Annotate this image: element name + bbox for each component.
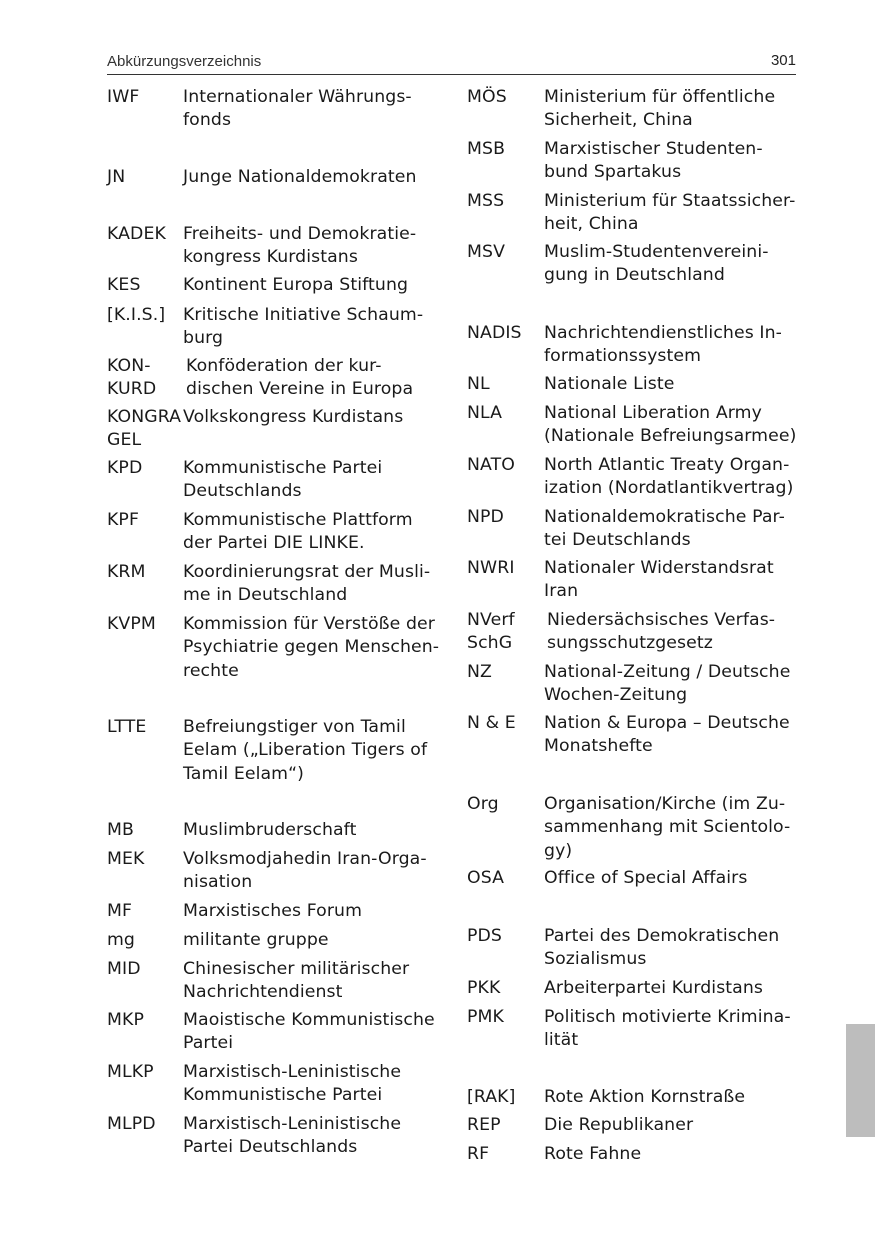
abbreviation-definition-line: Niedersächsisches Verfas- <box>547 610 776 630</box>
abbreviation-definition-line: gy) <box>544 840 573 861</box>
abbreviation-term-line: mg <box>107 930 136 950</box>
abbreviation-definition <box>544 1086 745 1109</box>
abbreviation-definition <box>544 867 747 890</box>
abbreviation-definition <box>183 86 412 133</box>
abbreviation-definition <box>183 561 430 608</box>
abbreviation-definition-line: Kommunistische Partei <box>183 458 383 478</box>
abbreviation-definition-line: Kommunistische Plattform <box>183 510 413 530</box>
abbreviation-term-line: MSS <box>467 191 505 211</box>
abbreviation-term-line: OSA <box>467 868 505 888</box>
abbreviation-term <box>107 716 146 739</box>
abbreviation-term-line: IWF <box>107 87 140 107</box>
abbreviation-definition <box>544 138 763 185</box>
abbreviation-definition-line: Office of Special Affairs <box>544 868 748 888</box>
page-number: 301 <box>770 52 796 69</box>
abbreviation-definition-line: Nationaldemokratische Par- <box>544 507 785 527</box>
abbreviation-definition-line: Maoistische Kommunistische <box>183 1010 435 1030</box>
abbreviation-definition-line: bund Spartakus <box>544 162 682 183</box>
abbreviation-definition <box>183 457 382 504</box>
abbreviation-term <box>467 609 515 656</box>
abbreviation-definition <box>544 712 790 759</box>
abbreviation-term-line: KURD <box>107 379 157 400</box>
abbreviation-term <box>467 925 502 948</box>
abbreviation-term-line: PDS <box>467 926 502 946</box>
abbreviation-definition-line: Monatshefte <box>544 736 653 757</box>
abbreviation-term <box>107 1061 154 1084</box>
abbreviation-term-line: KONGRA <box>107 407 182 427</box>
abbreviation-definition <box>544 86 775 133</box>
abbreviation-definition-line: National Liberation Army <box>544 403 762 423</box>
abbreviation-definition <box>183 406 403 429</box>
abbreviation-definition <box>183 274 408 297</box>
abbreviation-term-line: NWRI <box>467 558 515 578</box>
abbreviation-definition-line: gung in Deutschland <box>544 265 725 286</box>
abbreviation-term <box>107 457 142 480</box>
abbreviation-term-line: KVPM <box>107 614 156 634</box>
abbreviation-term-line: NPD <box>467 507 504 527</box>
abbreviation-definition-line: Partei des Demokratischen <box>544 926 780 946</box>
abbreviation-definition-line: Organisation/Kirche (im Zu- <box>544 794 786 814</box>
abbreviation-term <box>107 848 144 871</box>
abbreviation-term <box>107 1113 156 1136</box>
abbreviation-definition-line: Partei Deutschlands <box>183 1137 358 1158</box>
abbreviation-term <box>467 977 500 1000</box>
abbreviation-definition <box>544 373 674 396</box>
section-title: Abkürzungsverzeichnis <box>107 53 262 70</box>
abbreviation-definition-line: burg <box>183 328 224 349</box>
abbreviation-term-line: KON- <box>107 356 151 376</box>
abbreviation-definition <box>544 557 774 604</box>
abbreviation-term-line: KADEK <box>107 224 166 244</box>
abbreviation-term <box>467 1114 501 1137</box>
running-header <box>107 52 796 75</box>
abbreviation-definition <box>544 977 763 1000</box>
abbreviation-definition-line: Marxistischer Studenten- <box>544 139 763 159</box>
abbreviation-definition <box>544 241 769 288</box>
abbreviation-term <box>107 86 139 109</box>
abbreviation-definition-line: Rote Fahne <box>544 1144 642 1164</box>
abbreviation-definition-line: Partei <box>183 1033 234 1054</box>
abbreviation-definition <box>183 509 413 556</box>
abbreviation-term <box>107 819 134 842</box>
abbreviation-term <box>467 661 492 684</box>
abbreviation-term-line: Org <box>467 794 499 814</box>
abbreviation-term-line: RF <box>467 1144 490 1164</box>
abbreviation-definition <box>183 819 356 842</box>
abbreviation-definition-line: nisation <box>183 872 253 893</box>
abbreviation-definition <box>544 454 793 501</box>
abbreviation-definition <box>183 223 416 270</box>
abbreviation-definition-line: Muslim-Studentenvereini- <box>544 242 769 262</box>
abbreviation-term <box>467 241 505 264</box>
abbreviation-definition-line: Befreiungstiger von Tamil <box>183 717 406 737</box>
abbreviation-term-line: NLA <box>467 403 503 423</box>
abbreviation-definition-line: (Nationale Befreiungsarmee) <box>544 426 797 447</box>
abbreviation-term <box>107 509 139 532</box>
abbreviation-definition-line: Tamil Eelam“) <box>183 763 304 784</box>
abbreviation-definition-line: tei Deutschlands <box>544 530 691 551</box>
abbreviation-definition-line: Iran <box>544 581 579 602</box>
abbreviation-definition <box>544 925 779 972</box>
abbreviation-definition-line: Marxistisch-Leninistische <box>183 1062 402 1082</box>
abbreviation-definition <box>544 322 782 369</box>
abbreviation-term <box>107 929 135 952</box>
abbreviation-definition <box>183 900 362 923</box>
abbreviation-definition-line: Muslimbruderschaft <box>183 820 357 840</box>
abbreviation-definition-line: lität <box>544 1030 579 1051</box>
abbreviation-definition-line: Kommunistische Partei <box>183 1085 383 1106</box>
abbreviation-term-line: MÖS <box>467 87 507 107</box>
abbreviation-term-line: MSV <box>467 242 506 262</box>
abbreviation-term-line: PMK <box>467 1007 504 1027</box>
abbreviation-definition-line: Marxistisch-Leninistische <box>183 1114 402 1134</box>
abbreviation-term-line: NADIS <box>467 323 522 343</box>
abbreviation-definition-line: Die Republikaner <box>544 1115 694 1135</box>
abbreviation-definition-line: Chinesischer militärischer <box>183 959 410 979</box>
abbreviation-term-line: [K.I.S.] <box>107 305 166 325</box>
abbreviation-term <box>467 86 507 109</box>
abbreviation-definition <box>547 609 775 656</box>
abbreviation-definition-line: Politisch motivierte Krimina- <box>544 1007 791 1027</box>
abbreviation-term-line: PKK <box>467 978 501 998</box>
abbreviation-term <box>107 274 141 297</box>
abbreviation-definition <box>544 506 785 553</box>
abbreviation-term-line: KPF <box>107 510 139 530</box>
abbreviation-definition-line: sammenhang mit Scientolo- <box>544 817 791 838</box>
abbreviation-term-line: MF <box>107 901 133 921</box>
abbreviation-definition <box>183 304 423 351</box>
abbreviation-definition-line: Sicherheit, China <box>544 110 693 131</box>
thumb-index-tab <box>846 1024 875 1137</box>
abbreviation-definition <box>183 1061 401 1108</box>
abbreviation-definition-line: Wochen-Zeitung <box>544 685 688 706</box>
abbreviation-term-line: LTTE <box>107 717 147 737</box>
abbreviation-definition-line: Kritische Initiative Schaum- <box>183 305 424 325</box>
abbreviation-definition-line: Ministerium für Staatssicher- <box>544 191 796 211</box>
abbreviation-definition-line: der Partei DIE LINKE. <box>183 533 365 554</box>
abbreviation-term <box>467 867 504 890</box>
abbreviation-definition <box>544 190 795 237</box>
abbreviation-definition-line: Eelam („Liberation Tigers of <box>183 740 428 761</box>
abbreviation-term <box>107 561 146 584</box>
abbreviation-definition-line: Internationaler Währungs- <box>183 87 412 107</box>
abbreviation-term-line: KPD <box>107 458 143 478</box>
abbreviation-definition-line: heit, China <box>544 214 639 235</box>
abbreviation-term-line: SchG <box>467 633 513 654</box>
abbreviation-definition-line: Nationaler Widerstandsrat <box>544 558 774 578</box>
abbreviation-term-line: MLPD <box>107 1114 156 1134</box>
abbreviation-definition-line: rechte <box>183 660 239 681</box>
abbreviation-definition-line: sungsschutzgesetz <box>547 633 713 654</box>
abbreviation-definition-line: Nation & Europa – Deutsche <box>544 713 790 733</box>
abbreviation-term-line: [RAK] <box>467 1087 516 1107</box>
abbreviation-definition <box>183 848 427 895</box>
abbreviation-definition-line: Volksmodjahedin Iran-Orga- <box>183 849 427 869</box>
abbreviation-term <box>107 355 156 402</box>
abbreviation-term <box>107 304 165 327</box>
abbreviation-definition <box>544 402 796 449</box>
abbreviation-term <box>467 454 515 477</box>
abbreviation-definition-line: Junge Nationaldemokraten <box>183 167 417 187</box>
abbreviation-term-line: NATO <box>467 455 515 475</box>
abbreviation-term-line: REP <box>467 1115 501 1135</box>
abbreviation-term <box>107 613 156 636</box>
abbreviation-term-line: MLKP <box>107 1062 154 1082</box>
abbreviation-definition-line: Koordinierungsrat der Musli- <box>183 562 431 582</box>
abbreviation-definition-line: Nationale Liste <box>544 374 675 394</box>
abbreviation-term-line: N & E <box>467 713 516 733</box>
abbreviation-definition <box>544 1143 641 1166</box>
abbreviation-definition-line: kongress Kurdistans <box>183 247 358 268</box>
abbreviation-term <box>467 402 502 425</box>
abbreviation-term-line: MKP <box>107 1010 144 1030</box>
abbreviation-definition <box>183 958 409 1005</box>
abbreviation-definition-line: Rote Aktion Kornstraße <box>544 1087 746 1107</box>
abbreviation-term <box>467 793 499 816</box>
abbreviation-term <box>467 1143 489 1166</box>
abbreviation-term-line: GEL <box>107 430 142 451</box>
abbreviation-definition-line: Nachrichtendienstliches In- <box>544 323 782 343</box>
abbreviation-definition <box>544 793 790 863</box>
abbreviation-term-line: MEK <box>107 849 145 869</box>
abbreviation-definition-line: Kommission für Verstöße der <box>183 614 435 634</box>
abbreviation-term <box>107 1009 144 1032</box>
abbreviation-definition-line: Freiheits- und Demokratie- <box>183 224 417 244</box>
abbreviation-definition-line: Kontinent Europa Stiftung <box>183 275 409 295</box>
abbreviation-term <box>467 1086 515 1109</box>
abbreviation-term-line: NL <box>467 374 490 394</box>
abbreviation-term <box>467 373 490 396</box>
abbreviation-term-line: JN <box>107 167 126 187</box>
abbreviation-term-line: KES <box>107 275 141 295</box>
abbreviation-term <box>467 322 522 345</box>
abbreviation-term <box>107 900 132 923</box>
abbreviation-term-line: NZ <box>467 662 492 682</box>
abbreviation-term <box>107 223 166 246</box>
abbreviation-definition-line: Psychiatrie gegen Menschen- <box>183 637 440 658</box>
abbreviation-definition-line: Deutschlands <box>183 481 302 502</box>
abbreviation-term <box>107 166 125 189</box>
abbreviation-definition <box>186 355 413 402</box>
abbreviation-definition <box>544 661 790 708</box>
abbreviation-definition <box>183 166 417 189</box>
abbreviation-definition-line: National-Zeitung / Deutsche <box>544 662 791 682</box>
abbreviation-term <box>467 138 505 161</box>
abbreviation-term-line: MSB <box>467 139 506 159</box>
abbreviation-definition-line: Ministerium für öffentliche <box>544 87 776 107</box>
abbreviation-definition-line: Konföderation der kur- <box>186 356 382 376</box>
abbreviation-term <box>467 712 516 735</box>
abbreviation-definition <box>183 1009 435 1056</box>
abbreviation-definition <box>544 1006 791 1053</box>
abbreviation-definition-line: dischen Vereine in Europa <box>186 379 414 400</box>
abbreviation-definition <box>183 929 329 952</box>
abbreviation-term-line: MID <box>107 959 141 979</box>
abbreviation-term-line: KRM <box>107 562 146 582</box>
abbreviation-definition-line: North Atlantic Treaty Organ- <box>544 455 790 475</box>
abbreviation-definition <box>183 1113 401 1160</box>
abbreviation-definition-line: Sozialismus <box>544 949 647 970</box>
abbreviation-definition-line: Marxistisches Forum <box>183 901 363 921</box>
abbreviation-definition-line: Volkskongress Kurdistans <box>183 407 404 427</box>
abbreviation-definition-line: Nachrichtendienst <box>183 982 343 1003</box>
abbreviation-term <box>107 406 181 453</box>
abbreviation-definition-line: Arbeiterpartei Kurdistans <box>544 978 764 998</box>
abbreviation-definition-line: formationssystem <box>544 346 702 367</box>
abbreviation-definition <box>183 716 427 786</box>
abbreviation-definition-line: me in Deutschland <box>183 585 348 606</box>
abbreviation-definition-line: ization (Nordatlantikvertrag) <box>544 478 794 499</box>
abbreviation-term <box>107 958 141 981</box>
abbreviation-definition-line: fonds <box>183 110 232 131</box>
abbreviation-term <box>467 506 504 529</box>
abbreviation-term <box>467 1006 504 1029</box>
abbreviation-term-line: NVerf <box>467 610 515 630</box>
abbreviation-term <box>467 190 504 213</box>
abbreviation-definition <box>544 1114 693 1137</box>
abbreviation-definition-line: militante gruppe <box>183 930 329 950</box>
abbreviation-term <box>467 557 515 580</box>
abbreviation-definition <box>183 613 439 683</box>
abbreviation-term-line: MB <box>107 820 134 840</box>
